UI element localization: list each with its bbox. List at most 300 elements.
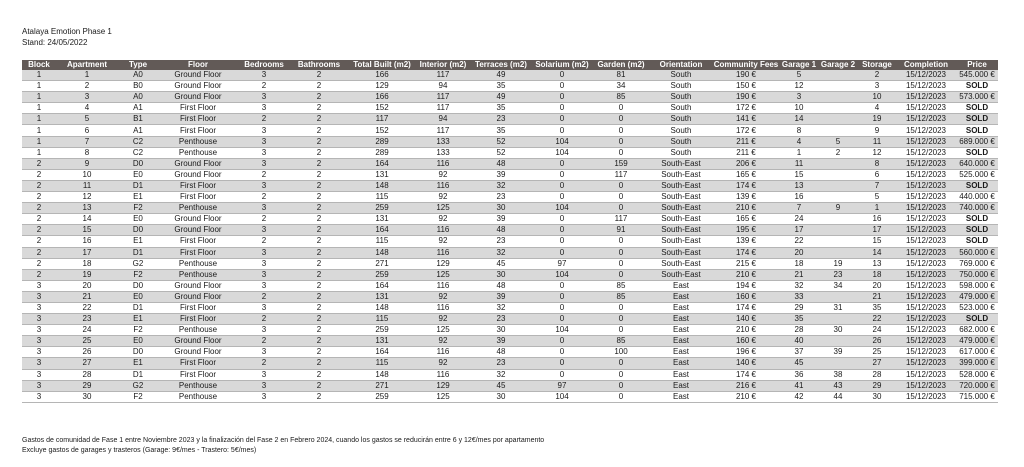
- table-cell: 3: [238, 347, 290, 358]
- table-cell: 0: [592, 103, 650, 114]
- table-cell: 91: [592, 225, 650, 236]
- table-cell: 18: [780, 258, 818, 269]
- table-cell: 117: [416, 125, 470, 136]
- table-cell: 34: [818, 280, 858, 291]
- table-cell: South-East: [650, 180, 712, 191]
- table-cell: 2: [22, 258, 56, 269]
- table-cell: 85: [592, 280, 650, 291]
- table-cell: 2: [238, 81, 290, 92]
- table-cell: E1: [118, 314, 158, 325]
- table-cell: 2: [290, 269, 348, 280]
- table-cell: 399.000 €: [956, 358, 998, 369]
- column-header: Orientation: [650, 60, 712, 70]
- table-cell: 16: [858, 214, 896, 225]
- table-cell: 97: [532, 258, 592, 269]
- table-cell: [818, 225, 858, 236]
- table-cell: 3: [238, 180, 290, 191]
- table-cell: East: [650, 291, 712, 302]
- table-cell: 15/12/2023: [896, 169, 956, 180]
- footer-note-exclusions: Excluye gastos de garages y trasteros (Garage: 9€/mes - Trastero: 5€/mes): [22, 447, 257, 454]
- table-cell: 116: [416, 180, 470, 191]
- table-cell: Ground Floor: [158, 158, 238, 169]
- table-cell: 1: [22, 136, 56, 147]
- table-cell: 545.000 €: [956, 70, 998, 81]
- table-cell: 160 €: [712, 336, 780, 347]
- table-cell: 0: [592, 391, 650, 402]
- table-cell: SOLD: [956, 125, 998, 136]
- table-cell: 0: [532, 347, 592, 358]
- table-cell: 39: [470, 336, 532, 347]
- table-row: [22, 236, 998, 247]
- table-cell: 41: [780, 380, 818, 391]
- table-cell: 30: [818, 325, 858, 336]
- table-cell: 10: [780, 103, 818, 114]
- table-cell: 0: [592, 114, 650, 125]
- table-cell: 35: [470, 103, 532, 114]
- table-cell: 131: [348, 169, 416, 180]
- table-row: [22, 369, 998, 380]
- table-cell: 148: [348, 180, 416, 191]
- table-cell: 2: [290, 247, 348, 258]
- table-cell: South-East: [650, 203, 712, 214]
- table-row: [22, 81, 998, 92]
- table-cell: Ground Floor: [158, 214, 238, 225]
- table-row: [22, 214, 998, 225]
- table-cell: D0: [118, 225, 158, 236]
- table-cell: 81: [592, 70, 650, 81]
- table-cell: 2: [290, 291, 348, 302]
- table-cell: 2: [290, 81, 348, 92]
- table-cell: 14: [780, 114, 818, 125]
- table-row: [22, 280, 998, 291]
- table-cell: 164: [348, 280, 416, 291]
- table-cell: 174 €: [712, 247, 780, 258]
- table-cell: 23: [56, 314, 118, 325]
- table-cell: 104: [532, 147, 592, 158]
- table-cell: 11: [858, 136, 896, 147]
- table-cell: First Floor: [158, 192, 238, 203]
- table-cell: 141 €: [712, 114, 780, 125]
- table-cell: 27: [858, 358, 896, 369]
- table-cell: 25: [858, 347, 896, 358]
- table-cell: 15: [780, 169, 818, 180]
- table-cell: 2: [22, 169, 56, 180]
- column-header: Floor: [158, 60, 238, 70]
- table-cell: 2: [290, 391, 348, 402]
- table-cell: 15/12/2023: [896, 192, 956, 203]
- table-cell: 190 €: [712, 70, 780, 81]
- table-cell: F2: [118, 325, 158, 336]
- table-cell: 32: [470, 302, 532, 313]
- table-row: [22, 92, 998, 103]
- document-title: Atalaya Emotion Phase 1: [22, 27, 112, 36]
- table-cell: 49: [470, 70, 532, 81]
- table-cell: 3: [238, 203, 290, 214]
- table-cell: 116: [416, 347, 470, 358]
- table-cell: 31: [818, 302, 858, 313]
- table-cell: [818, 180, 858, 191]
- table-cell: 720.000 €: [956, 380, 998, 391]
- table-cell: 100: [592, 347, 650, 358]
- table-cell: 3: [238, 302, 290, 313]
- table-cell: D1: [118, 247, 158, 258]
- table-cell: 164: [348, 225, 416, 236]
- table-row: [22, 70, 998, 81]
- table-cell: 2: [290, 302, 348, 313]
- table-cell: 34: [592, 81, 650, 92]
- table-cell: 1: [858, 203, 896, 214]
- table-cell: 125: [416, 269, 470, 280]
- table-cell: 139 €: [712, 192, 780, 203]
- table-cell: 528.000 €: [956, 369, 998, 380]
- table-cell: 259: [348, 203, 416, 214]
- table-cell: 21: [56, 291, 118, 302]
- table-cell: 24: [56, 325, 118, 336]
- table-cell: 259: [348, 391, 416, 402]
- table-cell: 152: [348, 103, 416, 114]
- table-cell: 104: [532, 203, 592, 214]
- table-cell: Penthouse: [158, 380, 238, 391]
- table-cell: 271: [348, 258, 416, 269]
- table-cell: 48: [470, 225, 532, 236]
- table-cell: 15/12/2023: [896, 358, 956, 369]
- column-header: Apartment: [56, 60, 118, 70]
- table-cell: F2: [118, 391, 158, 402]
- table-cell: 29: [780, 302, 818, 313]
- table-cell: 1: [22, 103, 56, 114]
- table-cell: 2: [290, 136, 348, 147]
- table-cell: A0: [118, 92, 158, 103]
- table-cell: 30: [56, 391, 118, 402]
- table-cell: 3: [238, 269, 290, 280]
- table-cell: 440.000 €: [956, 192, 998, 203]
- table-row: [22, 291, 998, 302]
- column-header: Block: [22, 60, 56, 70]
- table-cell: 9: [818, 203, 858, 214]
- table-cell: 2: [290, 369, 348, 380]
- table-cell: 30: [470, 269, 532, 280]
- table-cell: [818, 158, 858, 169]
- table-cell: East: [650, 358, 712, 369]
- table-row: [22, 114, 998, 125]
- table-cell: 216 €: [712, 380, 780, 391]
- stand-date: Stand: 24/05/2022: [22, 38, 88, 47]
- table-cell: 117: [416, 103, 470, 114]
- table-cell: 0: [532, 236, 592, 247]
- table-cell: 45: [470, 258, 532, 269]
- table-cell: 148: [348, 369, 416, 380]
- table-cell: 682.000 €: [956, 325, 998, 336]
- table-cell: Penthouse: [158, 203, 238, 214]
- column-header: Garden (m2): [592, 60, 650, 70]
- table-cell: 11: [780, 158, 818, 169]
- table-cell: East: [650, 380, 712, 391]
- table-cell: SOLD: [956, 214, 998, 225]
- table-cell: F2: [118, 203, 158, 214]
- table-cell: 165 €: [712, 214, 780, 225]
- table-cell: 42: [780, 391, 818, 402]
- price-list-table-wrapper: [22, 60, 998, 403]
- table-cell: B1: [118, 114, 158, 125]
- table-cell: E0: [118, 169, 158, 180]
- table-cell: D0: [118, 280, 158, 291]
- table-cell: East: [650, 369, 712, 380]
- table-row: [22, 391, 998, 402]
- table-cell: 211 €: [712, 136, 780, 147]
- table-cell: Ground Floor: [158, 336, 238, 347]
- table-cell: 26: [56, 347, 118, 358]
- column-header: Completion: [896, 60, 956, 70]
- table-cell: 116: [416, 225, 470, 236]
- table-cell: 30: [470, 325, 532, 336]
- table-cell: 48: [470, 280, 532, 291]
- table-cell: 23: [470, 314, 532, 325]
- table-cell: 3: [22, 280, 56, 291]
- table-cell: First Floor: [158, 180, 238, 191]
- table-cell: 15/12/2023: [896, 92, 956, 103]
- table-cell: 3: [238, 70, 290, 81]
- table-cell: 0: [532, 214, 592, 225]
- table-cell: 133: [416, 136, 470, 147]
- table-row: [22, 325, 998, 336]
- table-cell: A0: [118, 70, 158, 81]
- table-cell: Penthouse: [158, 325, 238, 336]
- table-cell: 33: [780, 291, 818, 302]
- table-cell: Penthouse: [158, 269, 238, 280]
- table-cell: 116: [416, 158, 470, 169]
- table-cell: Penthouse: [158, 391, 238, 402]
- column-header: Bedrooms: [238, 60, 290, 70]
- table-cell: 30: [858, 391, 896, 402]
- table-cell: 104: [532, 325, 592, 336]
- table-cell: 20: [858, 280, 896, 291]
- table-cell: 28: [56, 369, 118, 380]
- table-row: [22, 180, 998, 191]
- table-cell: 17: [780, 225, 818, 236]
- table-cell: A1: [118, 125, 158, 136]
- table-cell: Ground Floor: [158, 70, 238, 81]
- table-cell: 2: [290, 158, 348, 169]
- table-cell: 598.000 €: [956, 280, 998, 291]
- table-cell: 43: [818, 380, 858, 391]
- table-cell: South-East: [650, 158, 712, 169]
- table-cell: 15/12/2023: [896, 347, 956, 358]
- table-cell: 3: [238, 125, 290, 136]
- table-cell: 1: [22, 92, 56, 103]
- table-row: [22, 247, 998, 258]
- table-cell: E0: [118, 291, 158, 302]
- column-header: Price: [956, 60, 998, 70]
- table-cell: 140 €: [712, 358, 780, 369]
- table-cell: 0: [592, 369, 650, 380]
- table-cell: 2: [22, 203, 56, 214]
- table-cell: 0: [532, 158, 592, 169]
- table-cell: South: [650, 103, 712, 114]
- table-cell: 21: [858, 291, 896, 302]
- table-cell: 2: [290, 180, 348, 191]
- table-cell: 25: [56, 336, 118, 347]
- table-cell: South-East: [650, 247, 712, 258]
- table-cell: 15/12/2023: [896, 203, 956, 214]
- table-cell: 125: [416, 203, 470, 214]
- table-cell: 38: [818, 369, 858, 380]
- column-header: Total Built (m2): [348, 60, 416, 70]
- table-cell: 2: [238, 236, 290, 247]
- table-cell: 44: [818, 391, 858, 402]
- table-row: [22, 380, 998, 391]
- table-cell: 39: [470, 291, 532, 302]
- table-cell: 289: [348, 147, 416, 158]
- table-cell: First Floor: [158, 247, 238, 258]
- table-cell: 560.000 €: [956, 247, 998, 258]
- column-header: Solarium (m2): [532, 60, 592, 70]
- table-cell: 0: [532, 225, 592, 236]
- table-cell: [818, 247, 858, 258]
- table-cell: East: [650, 280, 712, 291]
- column-header: Interior (m2): [416, 60, 470, 70]
- table-cell: 8: [56, 147, 118, 158]
- table-cell: [818, 169, 858, 180]
- table-cell: 39: [470, 169, 532, 180]
- table-cell: 0: [532, 280, 592, 291]
- table-cell: 35: [858, 302, 896, 313]
- table-cell: South: [650, 70, 712, 81]
- table-cell: 39: [470, 214, 532, 225]
- table-cell: 29: [56, 380, 118, 391]
- table-cell: 85: [592, 291, 650, 302]
- table-cell: [818, 236, 858, 247]
- table-cell: 211 €: [712, 147, 780, 158]
- table-cell: 85: [592, 92, 650, 103]
- table-cell: 2: [22, 158, 56, 169]
- table-cell: 0: [532, 169, 592, 180]
- table-cell: 97: [532, 380, 592, 391]
- table-cell: 2: [290, 325, 348, 336]
- table-cell: D1: [118, 180, 158, 191]
- table-cell: 2: [290, 192, 348, 203]
- table-cell: East: [650, 391, 712, 402]
- table-cell: 32: [470, 369, 532, 380]
- table-cell: 525.000 €: [956, 169, 998, 180]
- table-cell: 3: [238, 369, 290, 380]
- table-cell: 45: [780, 358, 818, 369]
- table-cell: 15/12/2023: [896, 70, 956, 81]
- table-cell: 92: [416, 336, 470, 347]
- table-cell: 92: [416, 236, 470, 247]
- table-cell: South-East: [650, 236, 712, 247]
- table-cell: 3: [238, 225, 290, 236]
- table-cell: South: [650, 147, 712, 158]
- table-cell: 0: [532, 314, 592, 325]
- table-cell: 172 €: [712, 103, 780, 114]
- table-cell: 22: [858, 314, 896, 325]
- price-list-table: [22, 60, 998, 403]
- table-cell: SOLD: [956, 103, 998, 114]
- table-cell: 15/12/2023: [896, 225, 956, 236]
- table-cell: 52: [470, 136, 532, 147]
- table-cell: 2: [22, 269, 56, 280]
- footer-note-community-fees: Gastos de comunidad de Fase 1 entre Noviembre 2023 y la finalización del Fase 2 en Febrero 2024, cuando los gastos se reducirán entre 6 y 12€/mes por apartamento: [22, 437, 545, 444]
- table-cell: 640.000 €: [956, 158, 998, 169]
- table-cell: 21: [780, 269, 818, 280]
- table-cell: 131: [348, 214, 416, 225]
- table-cell: 26: [858, 336, 896, 347]
- table-cell: 2: [238, 192, 290, 203]
- table-cell: 11: [56, 180, 118, 191]
- table-cell: 18: [56, 258, 118, 269]
- table-cell: 35: [470, 81, 532, 92]
- table-cell: 0: [532, 291, 592, 302]
- table-cell: 166: [348, 92, 416, 103]
- table-cell: 259: [348, 269, 416, 280]
- column-header: Storage: [858, 60, 896, 70]
- table-cell: 7: [858, 180, 896, 191]
- column-header: Community Fees: [713, 60, 779, 69]
- table-cell: 2: [290, 380, 348, 391]
- table-cell: 22: [56, 302, 118, 313]
- table-cell: 2: [290, 92, 348, 103]
- table-cell: 617.000 €: [956, 347, 998, 358]
- table-cell: 15/12/2023: [896, 258, 956, 269]
- table-cell: 27: [56, 358, 118, 369]
- table-cell: 23: [470, 114, 532, 125]
- table-cell: 1: [22, 81, 56, 92]
- table-cell: 160 €: [712, 291, 780, 302]
- table-cell: 23: [818, 269, 858, 280]
- table-cell: 2: [238, 291, 290, 302]
- table-cell: 92: [416, 192, 470, 203]
- table-cell: 117: [416, 92, 470, 103]
- table-cell: 3: [22, 391, 56, 402]
- table-cell: 2: [290, 114, 348, 125]
- table-cell: 36: [780, 369, 818, 380]
- table-cell: 32: [470, 247, 532, 258]
- table-cell: 17: [56, 247, 118, 258]
- table-cell: 5: [818, 136, 858, 147]
- table-cell: 15/12/2023: [896, 147, 956, 158]
- table-cell: First Floor: [158, 302, 238, 313]
- table-cell: 15/12/2023: [896, 247, 956, 258]
- table-cell: 125: [416, 325, 470, 336]
- table-cell: 769.000 €: [956, 258, 998, 269]
- table-cell: 19: [56, 269, 118, 280]
- table-cell: 23: [470, 192, 532, 203]
- table-cell: 92: [416, 314, 470, 325]
- table-row: [22, 169, 998, 180]
- table-cell: 39: [818, 347, 858, 358]
- table-cell: 3: [858, 81, 896, 92]
- table-cell: 12: [780, 81, 818, 92]
- table-cell: 0: [592, 147, 650, 158]
- table-cell: 148: [348, 247, 416, 258]
- table-cell: 15/12/2023: [896, 158, 956, 169]
- table-cell: 9: [56, 158, 118, 169]
- table-cell: 19: [818, 258, 858, 269]
- table-cell: 0: [592, 325, 650, 336]
- table-cell: 2: [22, 236, 56, 247]
- table-cell: 194 €: [712, 280, 780, 291]
- table-cell: 24: [780, 214, 818, 225]
- table-cell: 15/12/2023: [896, 391, 956, 402]
- table-cell: 0: [532, 81, 592, 92]
- table-cell: 15: [56, 225, 118, 236]
- table-cell: 479.000 €: [956, 336, 998, 347]
- table-cell: East: [650, 314, 712, 325]
- table-cell: 117: [592, 169, 650, 180]
- table-cell: East: [650, 325, 712, 336]
- table-cell: 190 €: [712, 92, 780, 103]
- table-cell: [818, 314, 858, 325]
